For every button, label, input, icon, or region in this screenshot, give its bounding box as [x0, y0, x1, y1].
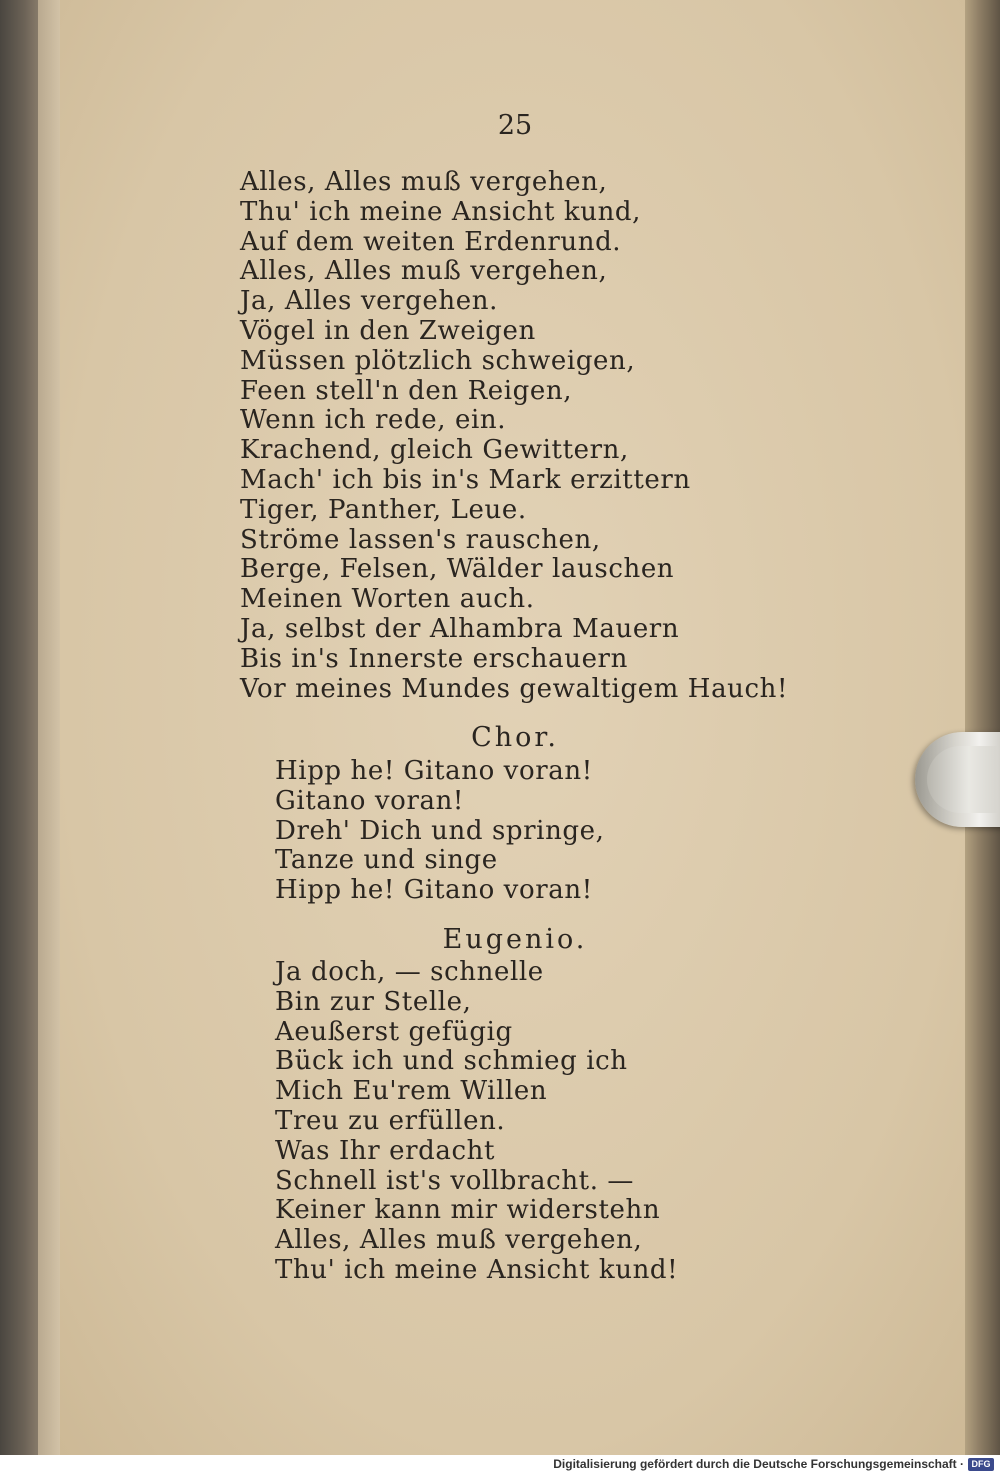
verse-line: Berge, Felsen, Wälder lauschen [240, 554, 675, 585]
speaker-eugenio: Eugenio. [442, 924, 588, 955]
verse-line: Tiger, Panther, Leue. [240, 494, 527, 525]
verse-line: Gitano voran! [275, 785, 464, 816]
verse-line: Dreh' Dich und springe, [275, 815, 605, 846]
verse-line: Meinen Worten auch. [240, 584, 535, 615]
verse-line: Krachend, gleich Gewittern, [240, 435, 629, 466]
verse-line: Bin zur Stelle, [275, 986, 472, 1017]
verse-line: Keiner kann mir widerstehn [275, 1195, 661, 1226]
verse-line: Mich Eu'rem Willen [275, 1076, 548, 1107]
verse-line: Ja doch, — schnelle [275, 957, 544, 987]
verse-line: Thu' ich meine Ansicht kund! [275, 1254, 679, 1285]
right-page-edge [965, 0, 1000, 1455]
verse-line: Feen stell'n den Reigen, [240, 375, 573, 406]
stanza-chor [275, 757, 605, 906]
verse-line: Ströme lassen's rauschen, [240, 524, 601, 555]
book-page [60, 0, 970, 1455]
dfg-logo: DFG [968, 1458, 994, 1471]
verse-line: Was Ihr erdacht [275, 1135, 495, 1166]
verse-line: Wenn ich rede, ein. [240, 405, 507, 436]
footer-bar [0, 1455, 1000, 1474]
verse-line: Hipp he! Gitano voran! [275, 875, 593, 906]
verse-line: Ja, selbst der Alhambra Mauern [240, 613, 680, 644]
verse-line: Müssen plötzlich schweigen, [240, 345, 636, 376]
page-number: 25 [497, 110, 533, 141]
verse-line: Alles, Alles muß vergehen, [275, 1225, 643, 1256]
verse-line: Tanze und singe [275, 845, 498, 876]
verse-line: Ja, Alles vergehen. [240, 286, 498, 317]
verse-line: Treu zu erfüllen. [275, 1105, 506, 1136]
verse-line: Bück ich und schmieg ich [275, 1046, 628, 1077]
verse-line: Mach' ich bis in's Mark erzittern [240, 464, 691, 495]
verse-line: Alles, Alles muß vergehen, [240, 256, 608, 287]
verse-line: Auf dem weiten Erdenrund. [240, 226, 622, 257]
verse-line: Bis in's Innerste erschauern [240, 643, 628, 674]
stanza-eugenio [275, 958, 678, 1286]
verse-line: Hipp he! Gitano voran! [275, 756, 593, 786]
verse-line: Schnell ist's vollbracht. — [275, 1165, 635, 1196]
verse-line: Thu' ich meine Ansicht kund, [240, 196, 642, 227]
verse-line: Aeußerst gefügig [275, 1016, 513, 1047]
speaker-chor: Chor. [471, 722, 559, 753]
footer-credit: Digitalisierung gefördert durch die Deutsche Forschungsgemeinschaft · [553, 1457, 964, 1471]
verse-line: Vögel in den Zweigen [240, 315, 536, 346]
verse-line: Vor meines Mundes gewaltigem Hauch! [240, 673, 789, 704]
page-clip [915, 732, 1000, 827]
left-page-edge [0, 0, 40, 1455]
verse-line: Alles, Alles muß vergehen, [240, 167, 608, 197]
stanza-main [240, 168, 788, 704]
